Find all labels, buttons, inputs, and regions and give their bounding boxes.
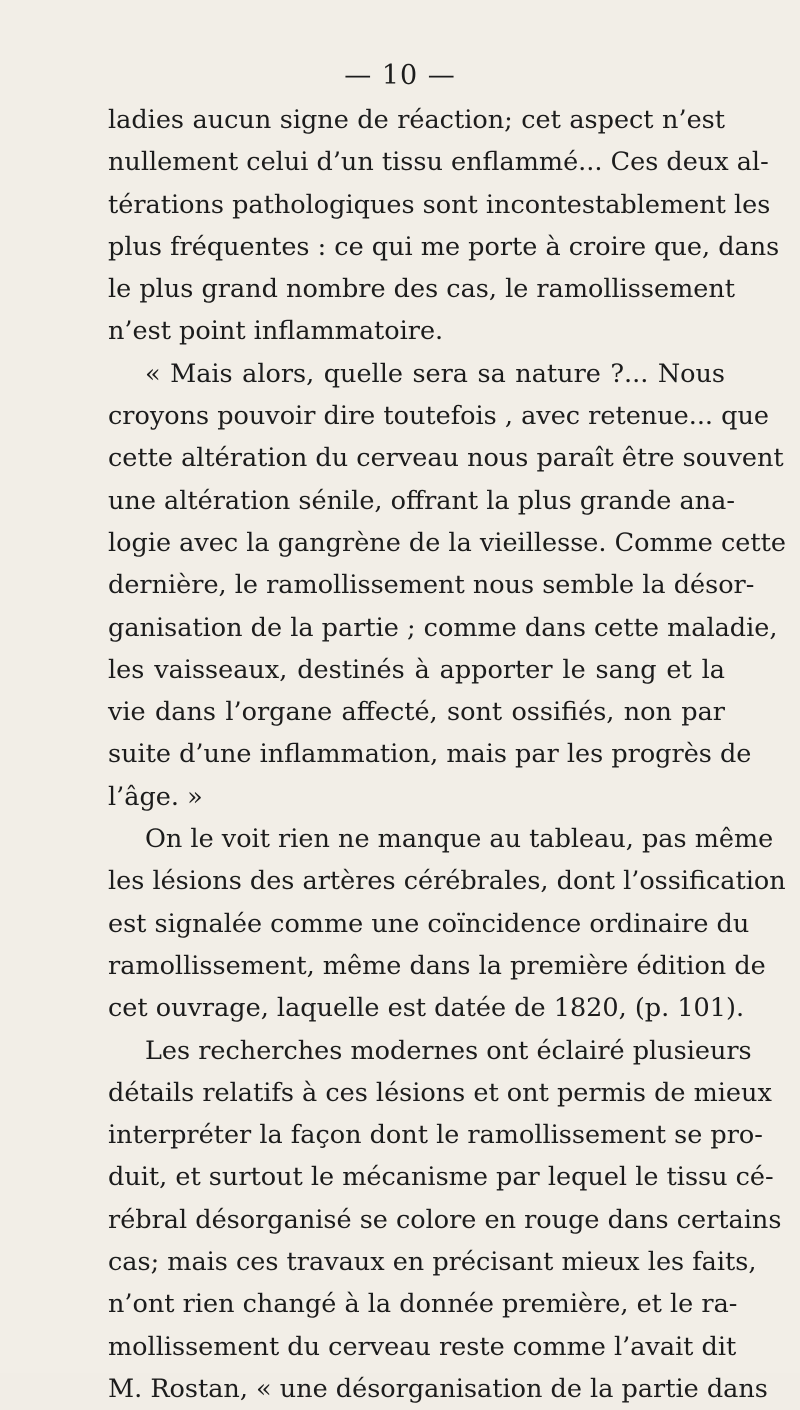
text-line: ramollissement, même dans la première édition de — [108, 950, 766, 981]
text-line: l’âge. » — [108, 781, 203, 812]
text-line: cette altération du cerveau nous paraît être souvent — [108, 443, 784, 474]
text-line: nullement celui d’un tissu enflammé... Ces deux al- — [108, 147, 769, 178]
text-line: Les recherches modernes ont éclairé plusieurs — [145, 1035, 752, 1066]
text-line: ganisation de la partie ; comme dans cette maladie, — [108, 612, 778, 643]
text-line: « Mais alors, quelle sera sa nature ?... Nous — [145, 358, 725, 389]
text-line: cet ouvrage, laquelle est datée de 1820, (p. 101). — [108, 993, 745, 1024]
text-line: On le voit rien ne manque au tableau, pas même — [145, 824, 774, 855]
text-line: n’ont rien changé à la donnée première, et le ra- — [108, 1289, 738, 1320]
text-line: logie avec la gangrène de la vieillesse. Comme cette — [108, 527, 786, 558]
text-line: plus fréquentes : ce qui me porte à croire que, dans — [108, 231, 780, 262]
text-line: ladies aucun signe de réaction; cet aspect n’est — [108, 105, 725, 135]
text-line: une altération sénile, offrant la plus grande ana- — [108, 485, 735, 516]
text-line: cas; mais ces travaux en précisant mieux les faits, — [108, 1247, 757, 1278]
text-line: térations pathologiques sont incontestablement les — [108, 189, 771, 220]
text-line: vie dans l’organe affecté, sont ossifiés, non par — [108, 697, 725, 728]
text-line: dernière, le ramollissement nous semble la désor- — [108, 570, 755, 601]
text-line: les lésions des artères cérébrales, dont l’ossification — [108, 866, 786, 897]
text-line: n’est point inflammatoire. — [108, 316, 444, 347]
text-line: interpréter la façon dont le ramollissement se pro- — [108, 1120, 763, 1151]
text-line: détails relatifs à ces lésions et ont permis de mieux — [108, 1077, 772, 1108]
text-line: les vaisseaux, destinés à apporter le sang et la — [108, 654, 725, 685]
text-line: mollissement du cerveau reste comme l’avait dit — [108, 1331, 737, 1362]
text-line: suite d’une inflammation, mais par les progrès de — [108, 739, 752, 770]
page-number: — 10 — — [344, 60, 456, 91]
text-line: est signalée comme une coïncidence ordinaire du — [108, 908, 750, 939]
text-line: le plus grand nombre des cas, le ramollissement — [108, 274, 736, 305]
body-text — [108, 99, 786, 1410]
text-line: M. Rostan, « une désorganisation de la partie dans — [108, 1373, 768, 1404]
text-line: duit, et surtout le mécanisme par lequel le tissu cé- — [108, 1162, 774, 1193]
text-line: rébral désorganisé se colore en rouge dans certains — [108, 1204, 782, 1235]
text-line: croyons pouvoir dire toutefois , avec retenue... que — [108, 401, 769, 432]
